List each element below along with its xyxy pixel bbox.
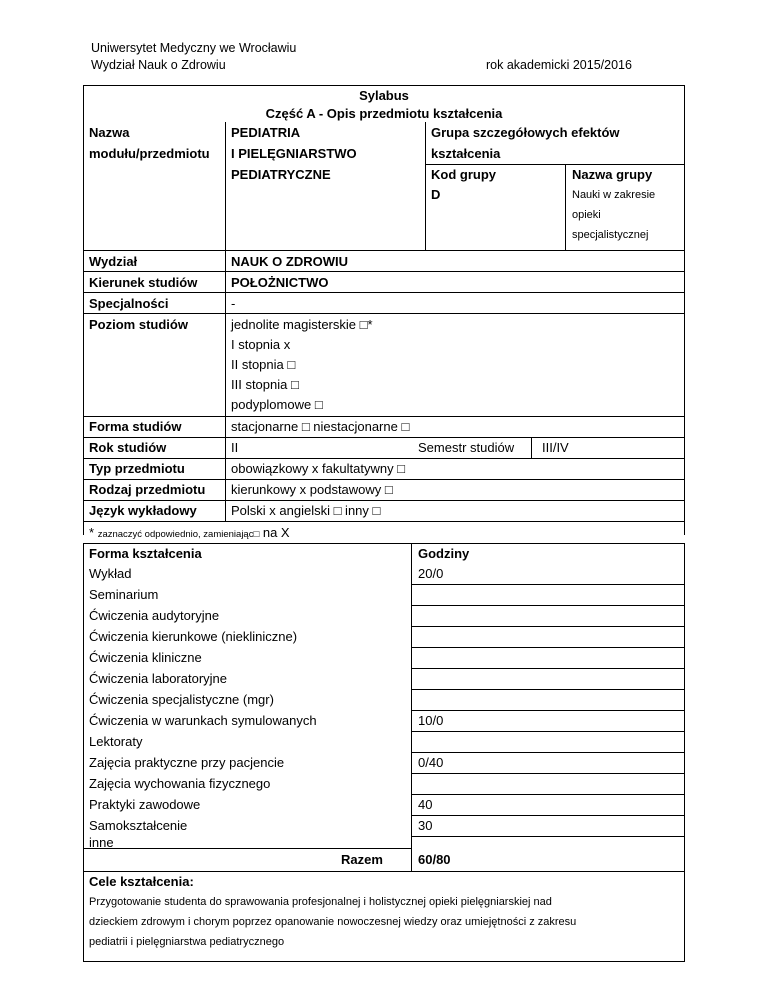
module-label: Nazwa: [89, 125, 130, 140]
footnote: * zaznaczyć odpowiednio, zamieniając□ na X: [89, 525, 290, 540]
hours-row-label: Seminarium: [89, 587, 159, 602]
hours-row-value: 40: [418, 797, 433, 812]
level-label: Poziom studiów: [89, 317, 188, 332]
hours-row-label: Lektoraty: [89, 734, 143, 749]
hours-row-label: Zajęcia wychowania fizycznego: [89, 776, 271, 791]
university-name: Uniwersytet Medyczny we Wrocławiu: [91, 41, 297, 55]
hours-row-value: 10/0: [418, 713, 444, 728]
hours-row-label: inne: [89, 835, 114, 850]
module-name: I PIELĘGNIARSTWO: [231, 146, 357, 161]
hours-row-label: Ćwiczenia kierunkowe (niekliniczne): [89, 629, 298, 644]
hours-col-hours: Godziny: [418, 546, 470, 561]
course-type-value: obowiązkowy x fakultatywny □: [231, 461, 406, 476]
hours-row-label: Ćwiczenia laboratoryjne: [89, 671, 228, 686]
year-label: Rok studiów: [89, 440, 167, 455]
hours-row-value: 30: [418, 818, 433, 833]
syllabus-title: Sylabus: [359, 88, 409, 103]
semester-value: III/IV: [542, 440, 569, 455]
group-name-label: Nazwa grupy: [572, 167, 653, 182]
academic-year: rok akademicki 2015/2016: [486, 58, 632, 72]
level-option: II stopnia □: [231, 357, 296, 372]
year-value: II: [231, 440, 239, 455]
hours-row-value: 0/40: [418, 755, 444, 770]
total-label: Razem: [341, 852, 383, 867]
level-option: jednolite magisterskie □*: [231, 317, 373, 332]
group-name: opieki: [572, 209, 601, 221]
field-label: Kierunek studiów: [89, 275, 198, 290]
language-label: Język wykładowy: [89, 503, 197, 518]
study-form-value: stacjonarne □ niestacjonarne □: [231, 419, 410, 434]
course-kind-label: Rodzaj przedmiotu: [89, 482, 206, 497]
module-label: modułu/przedmiotu: [89, 146, 210, 161]
group-code-label: Kod grupy: [431, 167, 496, 182]
level-option: podyplomowe □: [231, 397, 323, 412]
language-value: Polski x angielski □ inny □: [231, 503, 381, 518]
hours-row-label: Samokształcenie: [89, 818, 188, 833]
semester-label: Semestr studiów: [418, 440, 515, 455]
group-name: Nauki w zakresie: [572, 189, 656, 201]
hours-row-label: Praktyki zawodowe: [89, 797, 201, 812]
effects-group-label: Grupa szczegółowych efektów: [431, 125, 620, 140]
module-name: PEDIATRIA: [231, 125, 301, 140]
effects-group-label: kształcenia: [431, 146, 501, 161]
goals-text: Przygotowanie studenta do sprawowania profesjonalnej i holistycznej opieki pielęgniarskiej nad: [89, 896, 552, 908]
syllabus-part: Część A - Opis przedmiotu kształcenia: [265, 106, 503, 121]
faculty-name: Wydział Nauk o Zdrowiu: [91, 58, 226, 72]
hours-row-label: Ćwiczenia specjalistyczne (mgr): [89, 692, 274, 707]
course-kind-value: kierunkowy x podstawowy □: [231, 482, 393, 497]
group-name: specjalistycznej: [572, 229, 649, 241]
hours-row-label: Ćwiczenia kliniczne: [89, 650, 202, 665]
level-option: I stopnia x: [231, 337, 291, 352]
level-option: III stopnia □: [231, 377, 299, 392]
goals-text: pediatrii i pielęgniarstwa pediatrycznego: [89, 936, 285, 948]
footnote-text: zaznaczyć odpowiednio, zamieniając□: [97, 529, 260, 540]
goals-text: dzieckiem zdrowym i chorym poprzez opanowanie nowoczesnej wiedzy oraz umiejętności z zakresu: [89, 916, 577, 928]
total-value: 60/80: [418, 852, 451, 867]
specialty-label: Specjalności: [89, 296, 169, 311]
study-form-label: Forma studiów: [89, 419, 182, 434]
faculty-value: NAUK O ZDROWIU: [231, 254, 348, 269]
specialty-value: -: [231, 296, 236, 311]
hours-row-label: Wykład: [89, 566, 132, 581]
module-name: PEDIATRYCZNE: [231, 167, 331, 182]
field-value: POŁOŻNICTWO: [231, 275, 329, 290]
goals-title: Cele kształcenia:: [89, 874, 194, 889]
group-code: D: [431, 187, 441, 202]
hours-row-label: Zajęcia praktyczne przy pacjencie: [89, 755, 285, 770]
hours-row-label: Ćwiczenia audytoryjne: [89, 608, 220, 623]
course-type-label: Typ przedmiotu: [89, 461, 185, 476]
hours-col-form: Forma kształcenia: [89, 546, 202, 561]
hours-row-value: 20/0: [418, 566, 444, 581]
faculty-label: Wydział: [89, 254, 138, 269]
footnote-mark: na X: [262, 525, 290, 540]
hours-row-label: Ćwiczenia w warunkach symulowanych: [89, 713, 317, 728]
